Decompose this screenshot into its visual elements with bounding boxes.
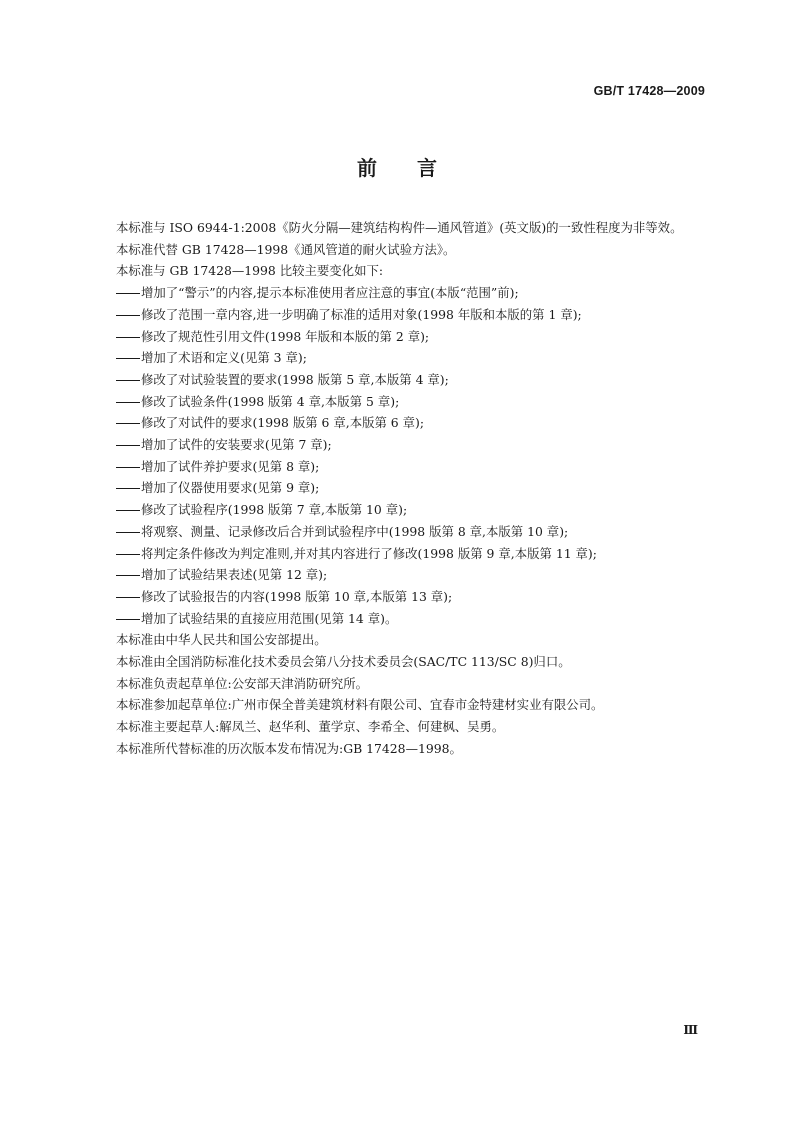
change-item: 增加了仪器使用要求(见第 9 章);: [92, 477, 708, 499]
change-item: 将观察、测量、记录修改后合并到试验程序中(1998 版第 8 章,本版第 10 章);: [92, 521, 708, 543]
standard-number: GB/T 17428—2009: [593, 84, 705, 98]
paragraph: 本标准由全国消防标准化技术委员会第八分技术委员会(SAC/TC 113/SC 8)归口。: [116, 654, 571, 670]
page-number: Ⅲ: [683, 1023, 698, 1037]
paragraph: 本标准与 ISO 6944-1:2008《防火分隔—建筑结构构件—通风管道》(英文版)的一致性程度为非等效。: [116, 220, 683, 235]
paragraph: 本标准由中华人民共和国公安部提出。: [116, 632, 327, 648]
change-item: 修改了对试件的要求(1998 版第 6 章,本版第 6 章);: [92, 412, 708, 434]
change-item: 增加了试验结果表述(见第 12 章);: [92, 564, 708, 586]
paragraph: 本标准代替 GB 17428—1998《通风管道的耐火试验方法》。: [116, 241, 456, 257]
change-item: 修改了试验条件(1998 版第 4 章,本版第 5 章);: [92, 391, 708, 413]
change-item: 修改了试验程序(1998 版第 7 章,本版第 10 章);: [92, 499, 708, 521]
change-item: 增加了试件养护要求(见第 8 章);: [92, 456, 708, 478]
change-item: 修改了规范性引用文件(1998 年版和本版的第 2 章);: [92, 326, 708, 348]
paragraph: 本标准参加起草单位:广州市保全普美建筑材料有限公司、宜春市金特建材实业有限公司。: [116, 697, 604, 713]
change-item: 将判定条件修改为判定准则,并对其内容进行了修改(1998 版第 9 章,本版第 11 章);: [92, 543, 708, 565]
title-char-2: 言: [417, 156, 437, 180]
change-item: 增加了试验结果的直接应用范围(见第 14 章)。: [92, 608, 708, 630]
title-char-1: 前: [357, 156, 377, 180]
change-item: 增加了试件的安装要求(见第 7 章);: [92, 434, 708, 456]
change-item: 增加了“警示”的内容,提示本标准使用者应注意的事宜(本版“范围”前);: [92, 282, 708, 304]
change-item: 修改了范围一章内容,进一步明确了标准的适用对象(1998 年版和本版的第 1 章);: [92, 304, 708, 326]
document-body: [92, 217, 708, 760]
paragraph: 本标准所代替标准的历次版本发布情况为:GB 17428—1998。: [116, 740, 462, 756]
page-title: [0, 152, 794, 181]
change-item: 增加了术语和定义(见第 3 章);: [92, 347, 708, 369]
paragraph: 本标准主要起草人:解凤兰、赵华利、董学京、李希全、何建枫、吴勇。: [116, 719, 505, 735]
change-item: 修改了试验报告的内容(1998 版第 10 章,本版第 13 章);: [92, 586, 708, 608]
change-item: 修改了对试验装置的要求(1998 版第 5 章,本版第 4 章);: [92, 369, 708, 391]
paragraph: 本标准负责起草单位:公安部天津消防研究所。: [116, 675, 368, 691]
paragraph: 本标准与 GB 17428—1998 比较主要变化如下:: [116, 263, 384, 279]
